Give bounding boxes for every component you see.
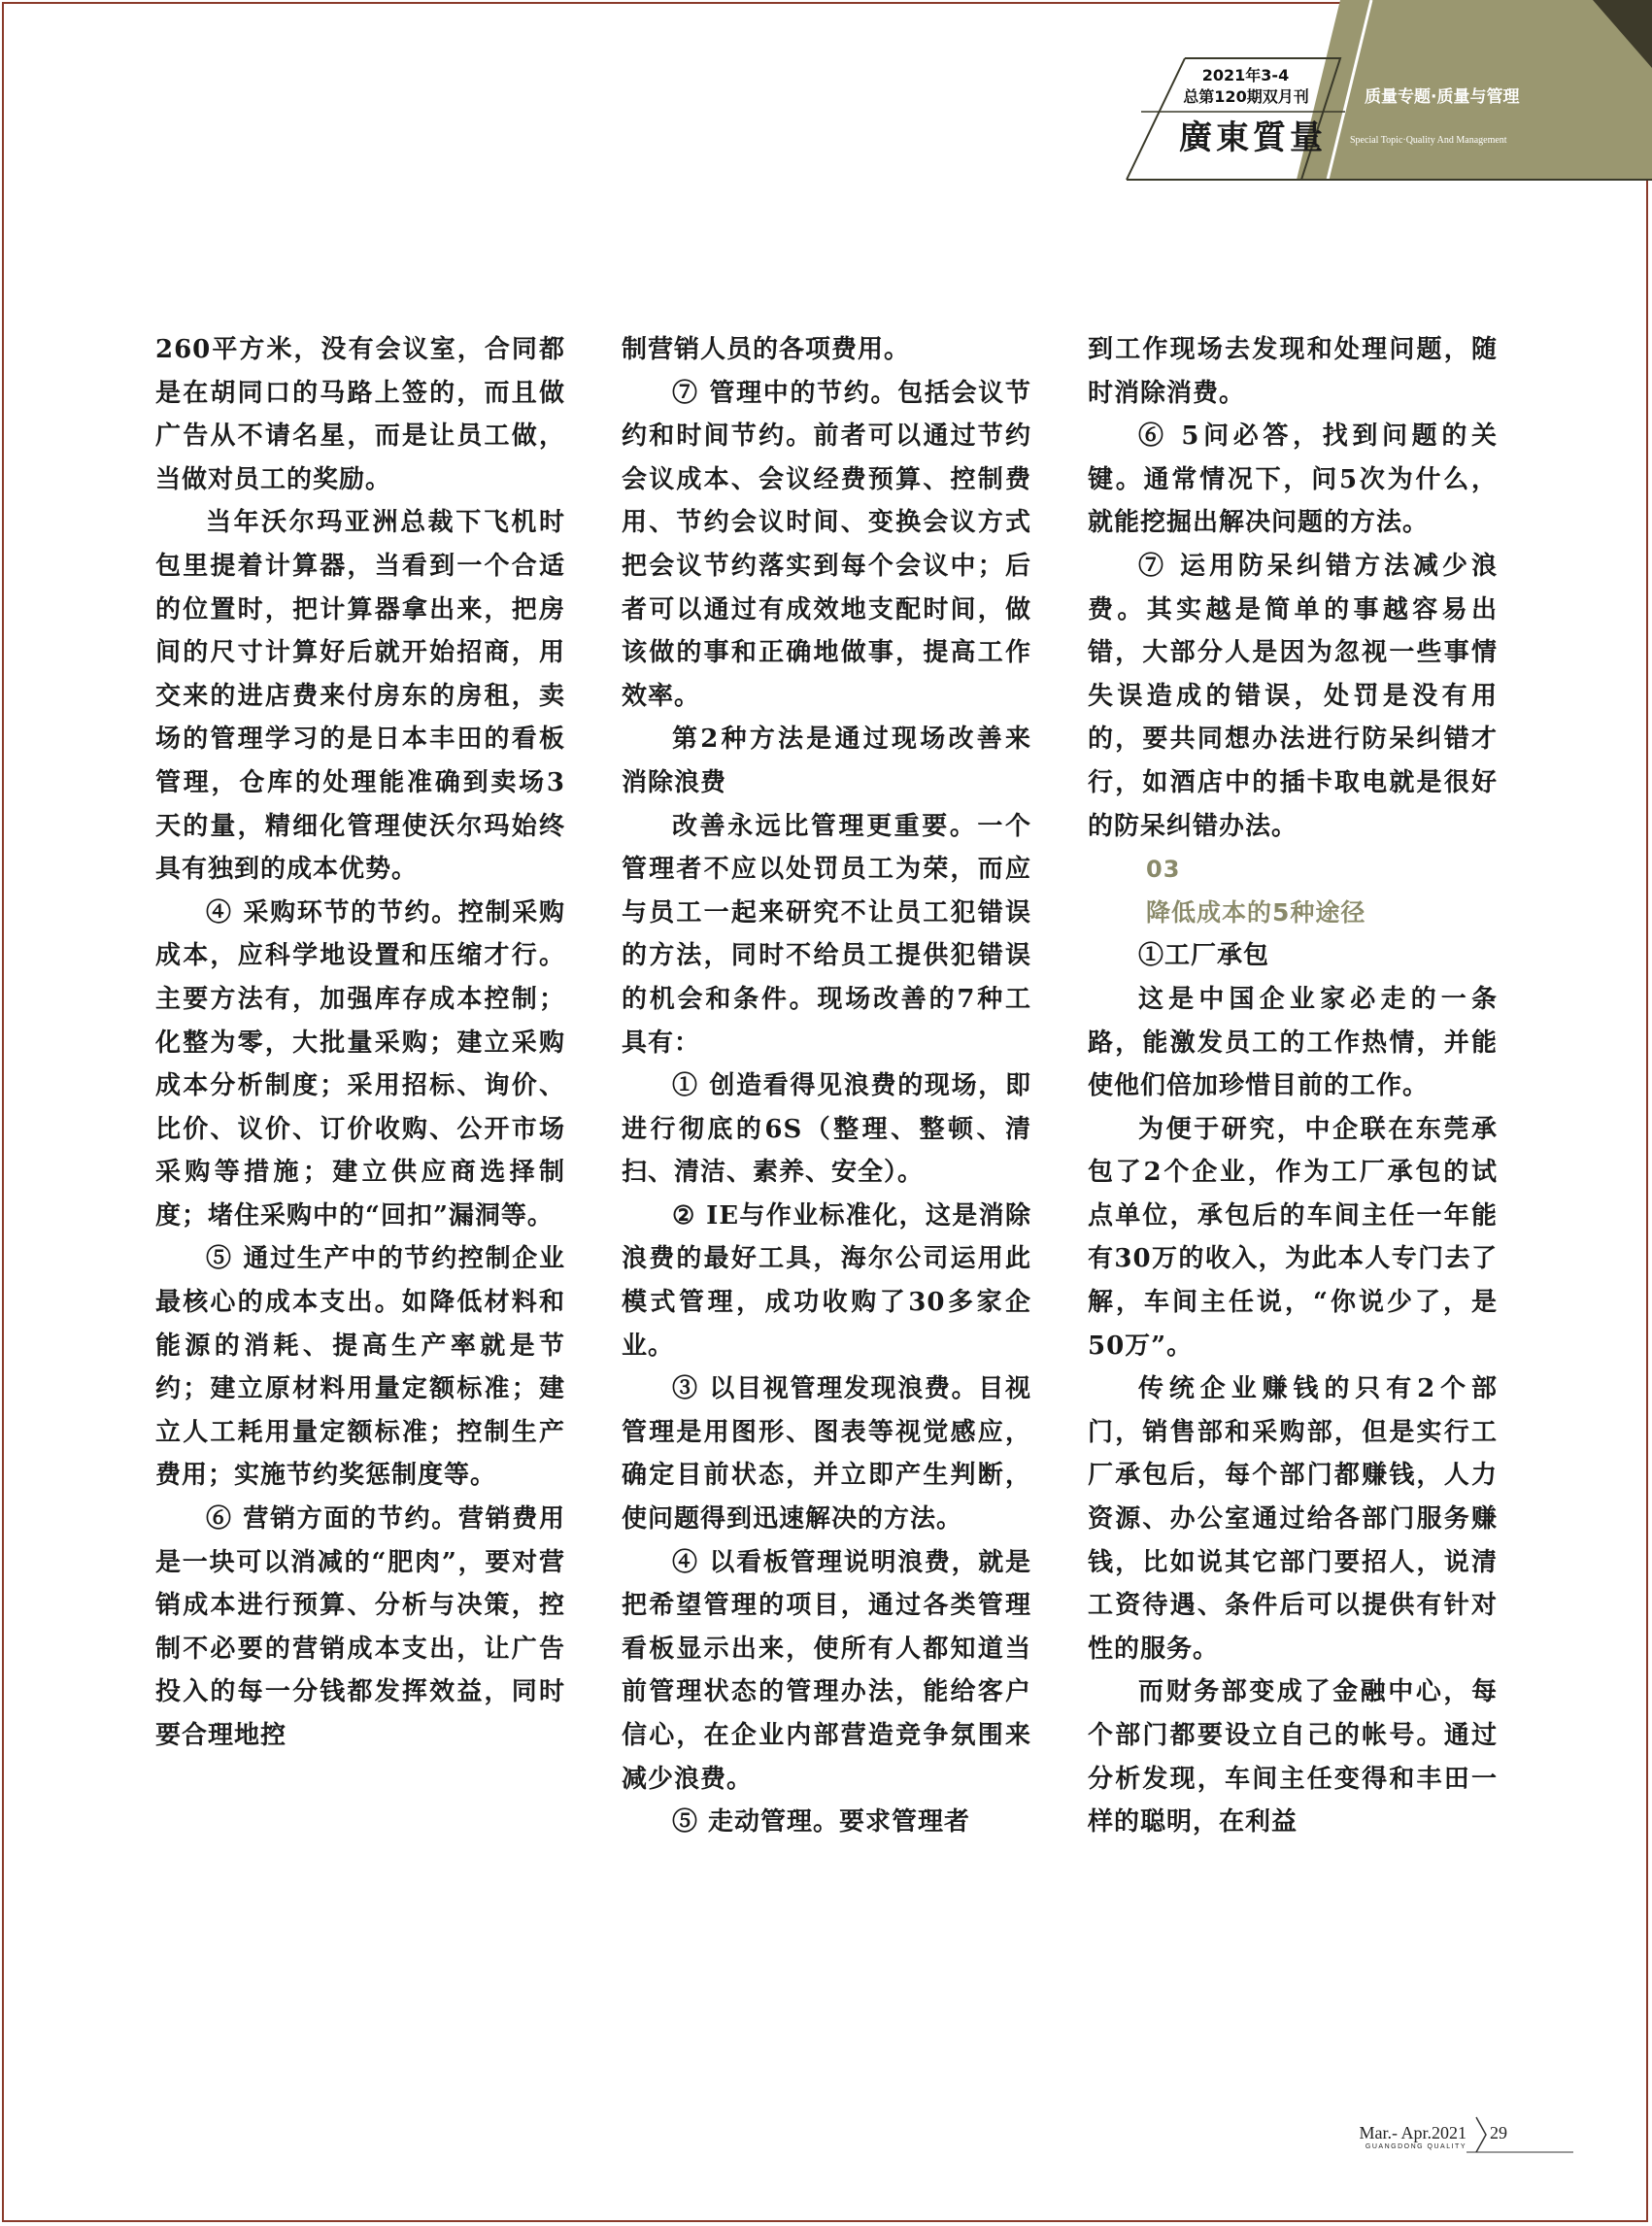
issue-number: 总第120期双月刊 — [1183, 87, 1309, 106]
paragraph: 制营销人员的各项费用。 — [622, 335, 911, 364]
paragraph: ① 创造看得见浪费的现场，即进行彻底的6S（整理、整顿、清扫、清洁、素养、安全）。 — [622, 1071, 1031, 1188]
text-column-2 — [622, 328, 1031, 1844]
subsection-heading: ①工厂承包 — [1138, 941, 1270, 971]
paragraph: ④ 以看板管理说明浪费，就是把希望管理的项目，通过各类管理看板显示出来，使所有人都知道当前管理状态的管理办法，能给客户信心，在企业内部营造竞争氛围来减少浪费。 — [622, 1547, 1031, 1794]
paragraph: ③ 以目视管理发现浪费。目视管理是用图形、图表等视觉感应，确定目前状态，并立即产生判断，使问题得到迅速解决的方法。 — [622, 1374, 1031, 1535]
paragraph: ⑥ 5问必答，找到问题的关键。通常情况下，问5次为什么，就能挖掘出解决问题的方法。 — [1088, 422, 1498, 538]
text-column-3 — [1088, 328, 1498, 1844]
paragraph: 而财务部变成了金融中心，每个部门都要设立自己的帐号。通过分析发现，车间主任变得和丰田一样的聪明，在利益 — [1088, 1677, 1498, 1838]
paragraph: 传统企业赚钱的只有2个部门，销售部和采购部，但是实行工厂承包后，每个部门都赚钱，人力资源、办公室通过给各部门服务赚钱，比如说其它部门要招人，说清工资待遇、条件后可以提供有针对性的服务。 — [1088, 1374, 1498, 1664]
paragraph: ⑦ 管理中的节约。包括会议节约和时间节约。前者可以通过节约会议成本、会议经费预算、控制费用、节约会议时间、变换会议方式把会议节约落实到每个会议中；后者可以通过有成效地支配时间，做该做的事和正确地做事，提高工作效率。 — [622, 378, 1031, 711]
footer-date: Mar.- Apr.2021 — [1359, 2123, 1467, 2142]
issue-date: 2021年3-4 — [1201, 66, 1290, 84]
paragraph: 到工作现场去发现和处理问题，随时消除消费。 — [1088, 335, 1498, 408]
paragraph: 为便于研究，中企联在东莞承包了2个企业，作为工厂承包的试点单位，承包后的车间主任一年能有30万的收入，为此本人专门去了解，车间主任说，“你说少了，是50万”。 — [1088, 1114, 1498, 1361]
page-number: 29 — [1490, 2123, 1507, 2142]
paragraph: 这是中国企业家必走的一条路，能激发员工的工作热情，并能使他们倍加珍惜目前的工作。 — [1088, 984, 1498, 1101]
paragraph: ② IE与作业标准化，这是消除浪费的最好工具，海尔公司运用此模式管理，成功收购了30多家企业。 — [622, 1200, 1031, 1361]
section-title-cn: 质量专题·质量与管理 — [1365, 87, 1520, 107]
paragraph: 改善永远比管理更重要。一个管理者不应以处罚员工为荣，而应与员工一起来研究不让员工犯错误的方法，同时不给员工提供犯错误的机会和条件。现场改善的7种工具有： — [622, 811, 1031, 1058]
page-header — [0, 0, 1652, 185]
paragraph: ⑥ 营销方面的节约。营销费用是一块可以消减的“肥肉”，要对营销成本进行预算、分析与决策，控制不必要的营销成本支出，让广告投入的每一分钱都发挥效益，同时要合理地控 — [155, 1504, 565, 1750]
paragraph: 当年沃尔玛亚洲总裁下飞机时包里提着计算器，当看到一个合适的位置时，把计算器拿出来，把房间的尺寸计算好后就开始招商，用交来的进店费来付房东的房租，卖场的管理学习的是日本丰田的看板管理，仓库的处理能准确到卖场3天的量，精细化管理使沃尔玛始终具有独到的成本优势。 — [155, 508, 565, 885]
paragraph: ④ 采购环节的节约。控制采购成本，应科学地设置和压缩才行。主要方法有，加强库存成本控制；化整为零，大批量采购；建立采购成本分析制度；采用招标、询价、比价、议价、订价收购、公开市场采购等措施；建立供应商选择制度；堵住采购中的“回扣”漏洞等。 — [155, 897, 565, 1231]
paragraph: 260平方米，没有会议室，合同都是在胡同口的马路上签的，而且做广告从不请名星，而是让员工做，当做对员工的奖励。 — [155, 335, 565, 494]
footer-magazine-name: GUANGDONG QUALITY — [1365, 2143, 1467, 2150]
subsection-heading: 第2种方法是通过现场改善来消除浪费 — [622, 725, 1031, 797]
section-heading: 降低成本的5种途径 — [1146, 897, 1366, 927]
paragraph: ⑤ 走动管理。要求管理者 — [672, 1807, 971, 1838]
paragraph: ⑤ 通过生产中的节约控制企业最核心的成本支出。如降低材料和能源的消耗、提高生产率就是节约；建立原材料用量定额标准；建立人工耗用量定额标准；控制生产费用；实施节约奖惩制度等。 — [155, 1244, 565, 1491]
section-title-en: Special Topic·Quality And Management — [1350, 135, 1507, 146]
masthead-logo: 廣東質量 — [1179, 118, 1327, 157]
text-column-1 — [155, 328, 565, 1758]
section-number: 03 — [1146, 856, 1181, 884]
paragraph: ⑦ 运用防呆纠错方法减少浪费。其实越是简单的事越容易出错，大部分人是因为忽视一些事情失误造成的错误，处罚是没有用的，要共同想办法进行防呆纠错才行，如酒店中的插卡取电就是很好的防呆纠错办法。 — [1088, 551, 1498, 841]
